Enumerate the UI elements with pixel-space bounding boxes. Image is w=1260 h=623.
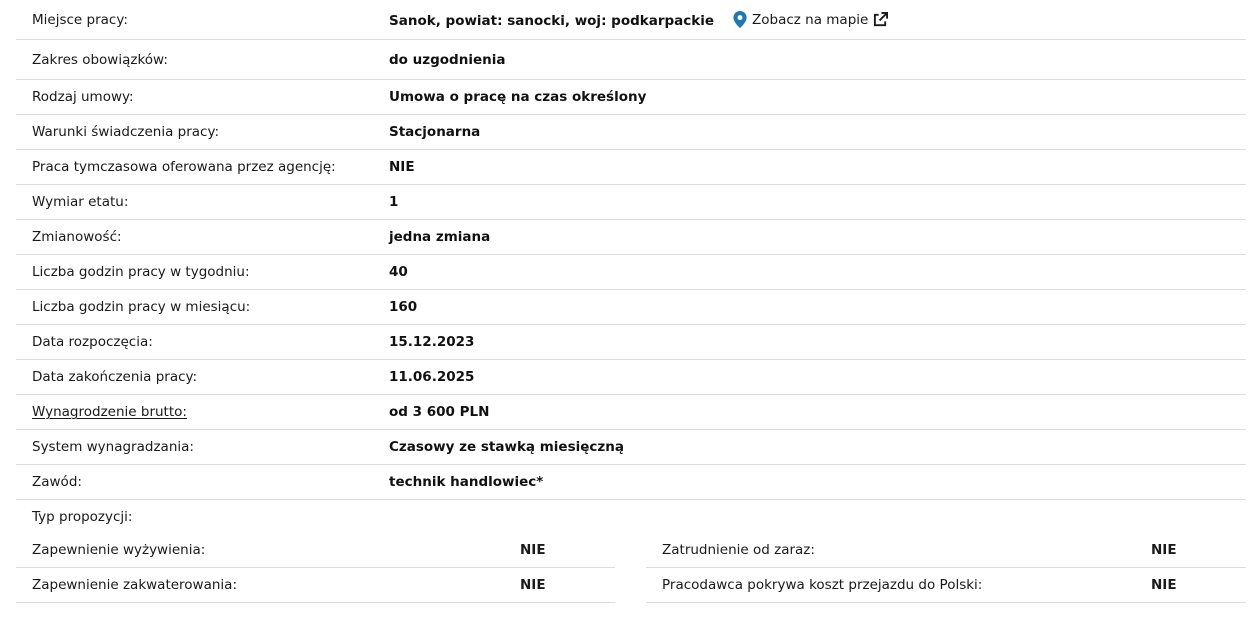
detail-label: Liczba godzin pracy w tygodniu:: [32, 264, 250, 280]
location-label: Miejsce pracy:: [32, 12, 128, 28]
map-pin-icon: [733, 11, 747, 28]
detail-value: 160: [389, 299, 418, 315]
row-location: [16, 0, 1246, 40]
detail-label: Rodzaj umowy:: [32, 89, 134, 105]
proposal-item-label: Zapewnienie zakwaterowania:: [32, 577, 237, 593]
detail-value: 15.12.2023: [389, 334, 475, 350]
detail-row: [16, 325, 1246, 360]
proposal-item-label: Zatrudnienie od zaraz:: [662, 542, 815, 558]
proposal-item-label: Zapewnienie wyżywienia:: [32, 542, 206, 558]
detail-row: [16, 255, 1246, 290]
salary-label-link[interactable]: Wynagrodzenie brutto:: [32, 404, 187, 420]
detail-value: Stacjonarna: [389, 124, 481, 140]
detail-value: 1: [389, 194, 399, 210]
detail-row: [16, 80, 1246, 115]
detail-value: od 3 600 PLN: [389, 404, 490, 420]
map-link[interactable]: [733, 11, 888, 28]
detail-row: [16, 115, 1246, 150]
detail-row: [16, 40, 1246, 80]
detail-value: do uzgodnienia: [389, 51, 506, 68]
detail-row: [16, 290, 1246, 325]
detail-label: Data zakończenia pracy:: [32, 369, 198, 385]
proposal-item-value: NIE: [520, 542, 546, 558]
proposal-item-label: Pracodawca pokrywa koszt przejazdu do Polski:: [662, 577, 983, 593]
detail-label: Liczba godzin pracy w miesiącu:: [32, 299, 251, 315]
detail-row: [16, 220, 1246, 255]
proposal-item: [16, 533, 615, 568]
detail-label: Zmianowość:: [32, 229, 122, 245]
proposal-type-row: [16, 500, 1246, 533]
proposal-item-value: NIE: [1151, 577, 1177, 593]
detail-label: Zakres obowiązków:: [32, 51, 168, 68]
map-link-label: Zobacz na mapie: [752, 11, 869, 28]
detail-row: [16, 430, 1246, 465]
external-link-icon: [873, 12, 888, 27]
detail-label: Praca tymczasowa oferowana przez agencję:: [32, 159, 336, 175]
detail-value: technik handlowiec*: [389, 474, 544, 490]
detail-value: 11.06.2025: [389, 369, 475, 385]
detail-value: NIE: [389, 159, 415, 175]
detail-row: [16, 360, 1246, 395]
detail-row: [16, 465, 1246, 500]
detail-value: jedna zmiana: [389, 229, 491, 245]
location-value: Sanok, powiat: sanocki, woj: podkarpackie: [389, 12, 715, 29]
detail-label: Data rozpoczęcia:: [32, 334, 153, 350]
detail-row: [16, 185, 1246, 220]
detail-row: [16, 395, 1246, 430]
detail-label: Wymiar etatu:: [32, 194, 129, 210]
proposal-item-value: NIE: [1151, 542, 1177, 558]
proposal-item: [16, 568, 615, 603]
proposal-item: [646, 533, 1246, 568]
detail-label: Zawód:: [32, 474, 82, 490]
detail-label: System wynagradzania:: [32, 439, 194, 455]
detail-row: [16, 150, 1246, 185]
job-details-table: [16, 0, 1246, 533]
detail-value: 40: [389, 264, 408, 280]
proposal-item-value: NIE: [520, 577, 546, 593]
detail-label: Warunki świadczenia pracy:: [32, 124, 220, 140]
detail-value: Umowa o pracę na czas określony: [389, 89, 647, 105]
proposal-item: [646, 568, 1246, 603]
detail-value: Czasowy ze stawką miesięczną: [389, 439, 624, 455]
proposal-type-label: Typ propozycji:: [32, 508, 133, 525]
